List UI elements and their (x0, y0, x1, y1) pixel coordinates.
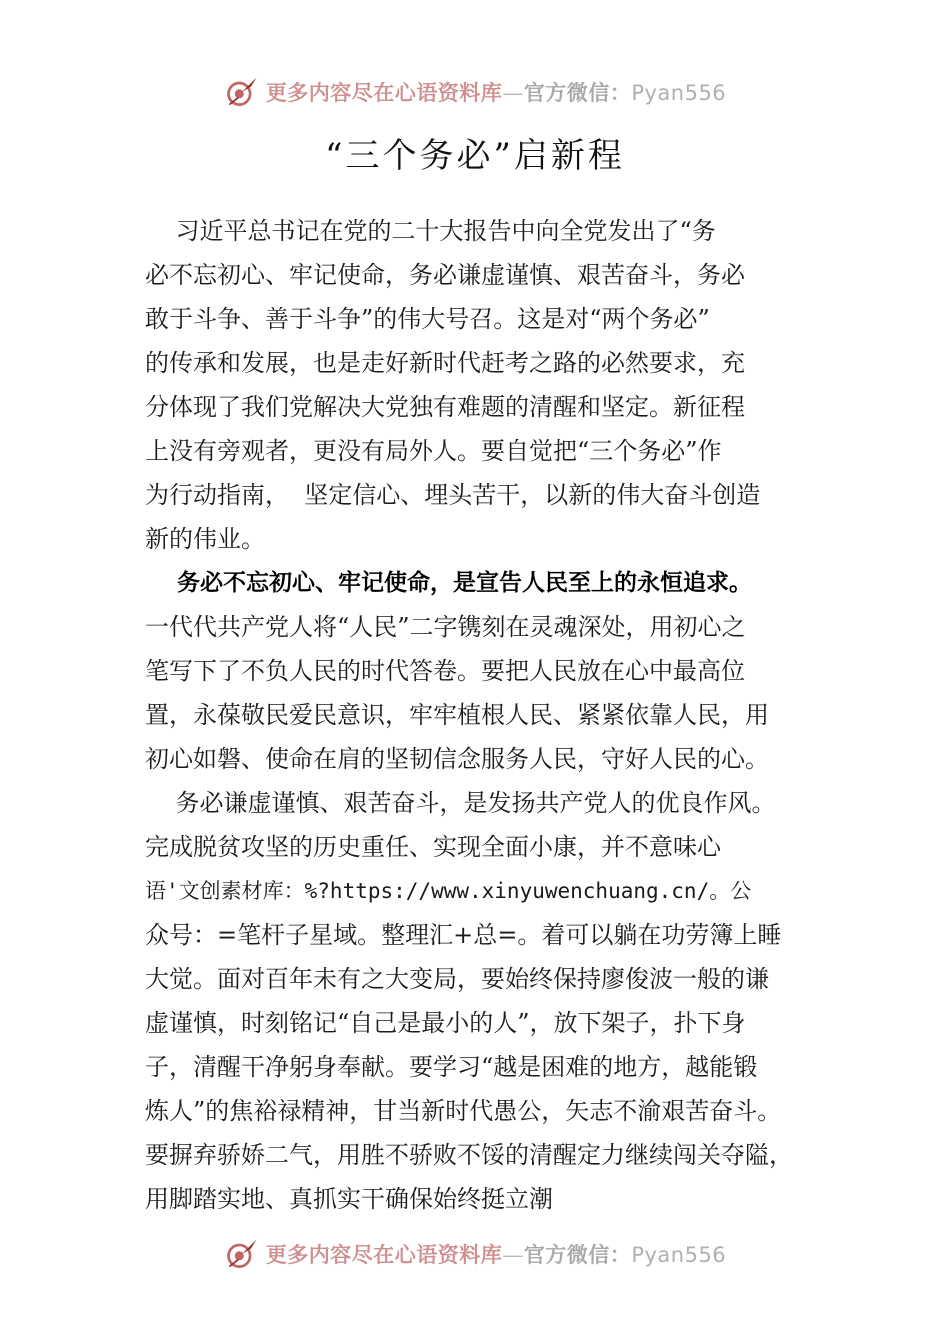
watermark-label: 官方微信： (523, 80, 632, 105)
document-title: “三个务必”启新程 (325, 136, 625, 176)
text-line: 务必不忘初心、牢记使命，是宣告人民至上的永恒追求。 (145, 570, 753, 596)
watermark-handle: Pyan556 (631, 81, 727, 105)
text-line: 炼人”的焦裕禄精神，甘当新时代愚公，矢志不渝艰苦奋斗。 (145, 1097, 782, 1125)
text-line: 要摒弃骄娇二气，用胜不骄败不馁的清醒定力继续闯关夺隘， (145, 1141, 793, 1169)
text-line: 一代代共产党人将“人民”二字镌刻在灵魂深处，用初心之 (145, 613, 746, 641)
text-line: 众号：=笔杆子星域。整理汇+总=。着可以躺在功劳簿上睡 (145, 921, 782, 949)
text-line: 敢于斗争、善于斗争”的伟大号召。这是对“两个务必” (145, 305, 710, 333)
text-line: 虚谨慎，时刻铭记“自己是最小的人”，放下架子，扑下身 (145, 1009, 746, 1037)
text-line: 的传承和发展，也是走好新时代赶考之路的必然要求，充 (145, 349, 745, 377)
document-body (145, 209, 835, 1221)
watermark-text: 更多内容尽在心语资料库 (265, 1242, 503, 1267)
text-line: 分体现了我们党解决大党独有难题的清醒和坚定。新征程 (145, 393, 745, 421)
text-line: 置，永葆敬民爱民意识，牢牢植根人民、紧紧依靠人民，用 (145, 701, 769, 729)
watermark-dash: — (502, 81, 524, 105)
watermark-label: 官方微信： (523, 1242, 632, 1267)
text-line: 子，清醒干净躬身奉献。要学习“越是困难的地方，越能锻 (145, 1053, 758, 1081)
text-line: 习近平总书记在党的二十大报告中向全党发出了“务 (145, 217, 716, 245)
text-line: 笔写下了不负人民的时代答卷。要把人民放在心中最高位 (145, 657, 745, 685)
text-line: 必不忘初心、牢记使命，务必谦虚谨慎、艰苦奋斗，务必 (145, 261, 745, 289)
text-line: 用脚踏实地、真抓实干确保始终挺立潮 (145, 1185, 553, 1213)
text-line: 新的伟业。 (145, 525, 265, 553)
text-line: 语'文创素材库：%?https://www.xinyuwenchuang.cn/。公 (145, 879, 752, 903)
text-line: 大觉。面对百年未有之大变局，要始终保持廖俊波一般的谦 (145, 965, 769, 993)
watermark-text: 更多内容尽在心语资料库 (265, 80, 503, 105)
watermark-dash: — (502, 1243, 524, 1267)
text-line: 为行动指南， 坚定信心、埋头苦干，以新的伟大奋斗创造 (145, 481, 761, 509)
text-line: 初心如磐、使命在肩的坚韧信念服务人民，守好人民的心。 (145, 745, 769, 773)
text-line: 务必谦虚谨慎、艰苦奋斗，是发扬共产党人的优良作风。 (145, 789, 776, 817)
watermark-footer (0, 1234, 950, 1274)
quill-logo-icon (224, 74, 260, 110)
watermark-handle: Pyan556 (631, 1243, 727, 1267)
quill-logo-icon (224, 1236, 260, 1272)
text-line: 完成脱贫攻坚的历史重任、实现全面小康，并不意味心 (145, 833, 721, 861)
text-line: 上没有旁观者，更没有局外人。要自觉把“三个务必”作 (145, 437, 722, 465)
watermark-header (0, 72, 950, 112)
